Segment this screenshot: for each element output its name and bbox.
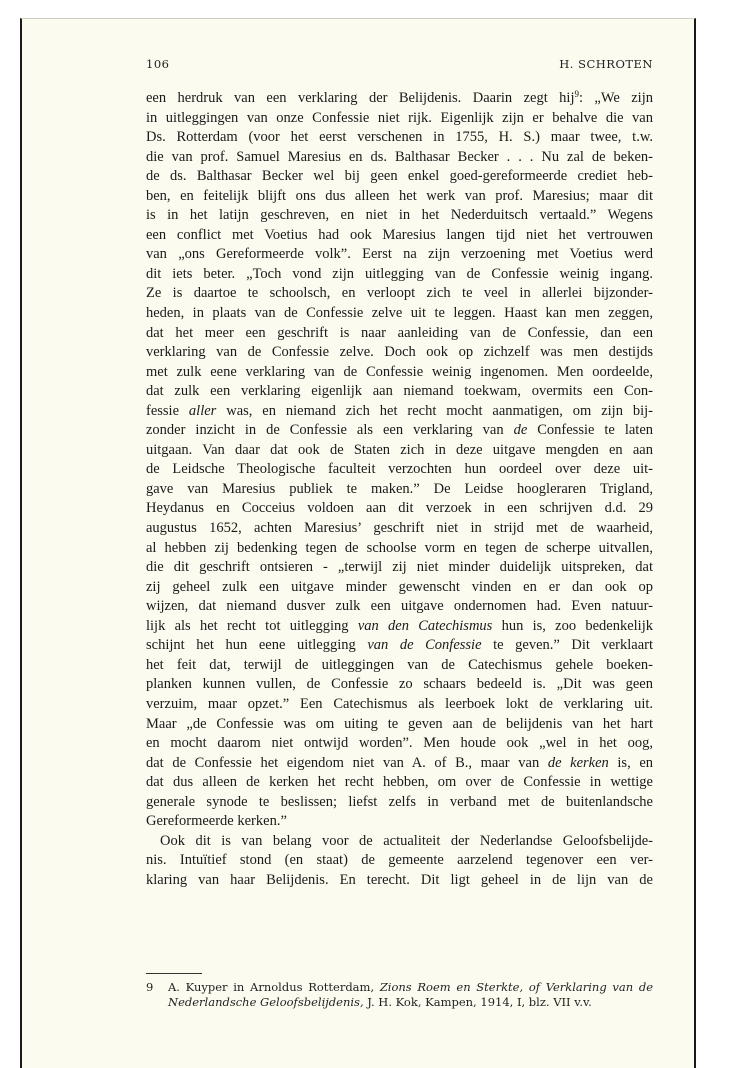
emphasis: de	[513, 422, 528, 439]
text-line: fessie aller was, en niemand zich het recht mocht aanmatigen, om zijn bij-	[146, 402, 653, 419]
paragraph	[146, 89, 653, 832]
text-line: dat zulk een verklaring eigenlijk aan niemand toekwam, overmits een Con-	[146, 383, 653, 400]
text-line: augustus 1652, achten Maresius’ geschrift niet in strijd met de waarheid,	[146, 520, 653, 537]
emphasis: van den Catechismus	[357, 617, 493, 634]
text-line: is in het latijn geschreven, en niet in het Nederduitsch vertaald.” Wegens	[146, 207, 653, 224]
text-line: Nederlandsche Geloofsbelijdenis, J. H. Kok, Kampen, 1914, I, blz. VII v.v.	[168, 995, 592, 1009]
text-line: gave van Maresius publiek te maken.” De Leidse hoogleraren Trigland,	[146, 480, 653, 497]
text-line: het feit dat, terwijl de uitleggingen van de Catechismus gehele boeken-	[146, 656, 653, 673]
text-line: Maar „de Confessie was om uiting te geven aan de belijdenis van het hart	[146, 715, 653, 732]
text-line: klaring van haar Belijdenis. En terecht. Dit ligt geheel in de lijn van de	[146, 871, 653, 888]
text-line: en mocht daarom niet ontwijd worden”. Men houde ook „wel in het oog,	[146, 735, 653, 752]
text-line: lijk als het recht tot uitlegging van den Catechismus hun is, zoo bedenkelijk	[146, 617, 653, 634]
emphasis: Nederlandsche Geloofsbelijdenis,	[168, 995, 364, 1009]
text-line: uitgaan. Van daar dat ook de Staten zich in deze uitgave mengden en aan	[146, 441, 653, 458]
footnote-rule	[146, 973, 202, 974]
page-number: 106	[146, 57, 170, 71]
text-line: Heydanus en Cocceius voldoen aan dit verzoek in een schrijven d.d. 29	[146, 500, 653, 517]
body-text	[146, 89, 653, 890]
text-line: dat de Confessie het eigendom niet van A. of B., maar van de kerken is, en	[146, 754, 654, 771]
text-line: een conflict met Voetius had ook Maresius langen tijd niet het vertrouwen	[146, 226, 653, 243]
text-line: verklaring van de Confessie zelve. Doch ook op zichzelf was men destijds	[146, 344, 653, 361]
text-line: dat het meer een geschrift is naar aanleiding van de Confessie, dan een	[146, 324, 653, 341]
text-line: van „ons Gereformeerde volk”. Eerst na zijn verzoening met Voetius werd	[146, 246, 653, 263]
text-line: Ook dit is van belang voor de actualiteit der Nederlandse Geloofsbelijde-	[160, 832, 653, 849]
text-line: zij geheel zulk een uitgave minder gewenscht vinden en er dan ook op	[146, 578, 653, 595]
text-line: Gereformeerde kerken.”	[146, 813, 287, 830]
text-line: schijnt het hun eene uitlegging van de Confessie te geven.” Dit verklaart	[146, 637, 654, 654]
emphasis: de kerken	[547, 754, 609, 771]
text-line: A. Kuyper in Arnoldus Rotterdam, Zions Roem en Sterkte, of Verklaring van de	[168, 980, 654, 994]
text-line: dit iets beter. „Toch vond zijn uitlegging van de Confessie weinig ingang.	[146, 265, 653, 282]
text-line: zonder inzicht in de Confessie als een verklaring van de Confessie te laten	[146, 422, 654, 439]
text-line: een herdruk van een verklaring der Belijdenis. Daarin zegt hij$^9$: „We zijn	[146, 89, 653, 106]
text-line: heden, in plaats van de Confessie zelve uit te leggen. Haast kan men zeggen,	[146, 305, 653, 322]
text-line: in uitleggingen van onze Confessie niet rijk. Eigenlijk zijn er behalve die van	[146, 109, 653, 126]
footnote-number: 9	[146, 980, 154, 994]
text-line: met zulk eene verklaring van de Confessie weinig ingenomen. Men oordeelde,	[146, 363, 653, 380]
text-line: de Leidsche Theologische faculteit verzochten hun oordeel over deze uit-	[146, 461, 653, 478]
text-line: dat dus alleen de kerken het recht hebben, om over de Confessie in wettige	[146, 774, 653, 791]
text-line: planken kunnen vullen, de Confessie zo schaars bedeeld is. „Dit was geen	[146, 676, 653, 693]
paragraph	[146, 832, 653, 891]
text-line: Ze is daartoe te schoolsch, en verloopt zich te veel in allerlei bijzonder-	[146, 285, 653, 302]
text-line: Ds. Rotterdam (voor het eerst verschenen in 1755, H. S.) maar twee, t.w.	[146, 129, 653, 146]
running-head-author: H. SCHROTEN	[559, 57, 653, 71]
text-line: de ds. Balthasar Becker wel bij geen enkel goed-gereformeerde crediet heb-	[146, 168, 653, 185]
text-line: die van prof. Samuel Maresius en ds. Balthasar Becker . . . Nu zal de beken-	[146, 148, 653, 165]
emphasis: van de Confessie	[367, 637, 482, 654]
footnote-text	[168, 980, 653, 1010]
emphasis: aller	[188, 402, 217, 419]
emphasis: Zions Roem en Sterkte, of Verklaring van de	[379, 980, 654, 994]
text-line: wijzen, dat niemand dusver zulk een uitgave ondernomen had. Even natuur-	[146, 598, 653, 615]
text-line: generale synode te beslissen; liefst zelfs in verband met de buitenlandsche	[146, 793, 653, 810]
text-line: al hebben zij bedenking tegen de schoolse vorm en tegen de scherpe uitvallen,	[146, 539, 653, 556]
text-line: ben, en feitelijk blijft ons dus alleen het werk van prof. Maresius; maar dit	[146, 187, 653, 204]
text-line: nis. Intuïtief stond (en staat) de gemeente aarzelend tegenover een ver-	[146, 852, 653, 869]
footnote-reference: 9	[574, 89, 579, 99]
text-line: die dit geschrift ontsieren - „terwijl zij niet minder duidelijk uitspreken, dat	[146, 559, 653, 576]
text-line: verzuim, maar opzet.” Een Catechismus als leerboek lokt de verklaring uit.	[146, 695, 653, 712]
